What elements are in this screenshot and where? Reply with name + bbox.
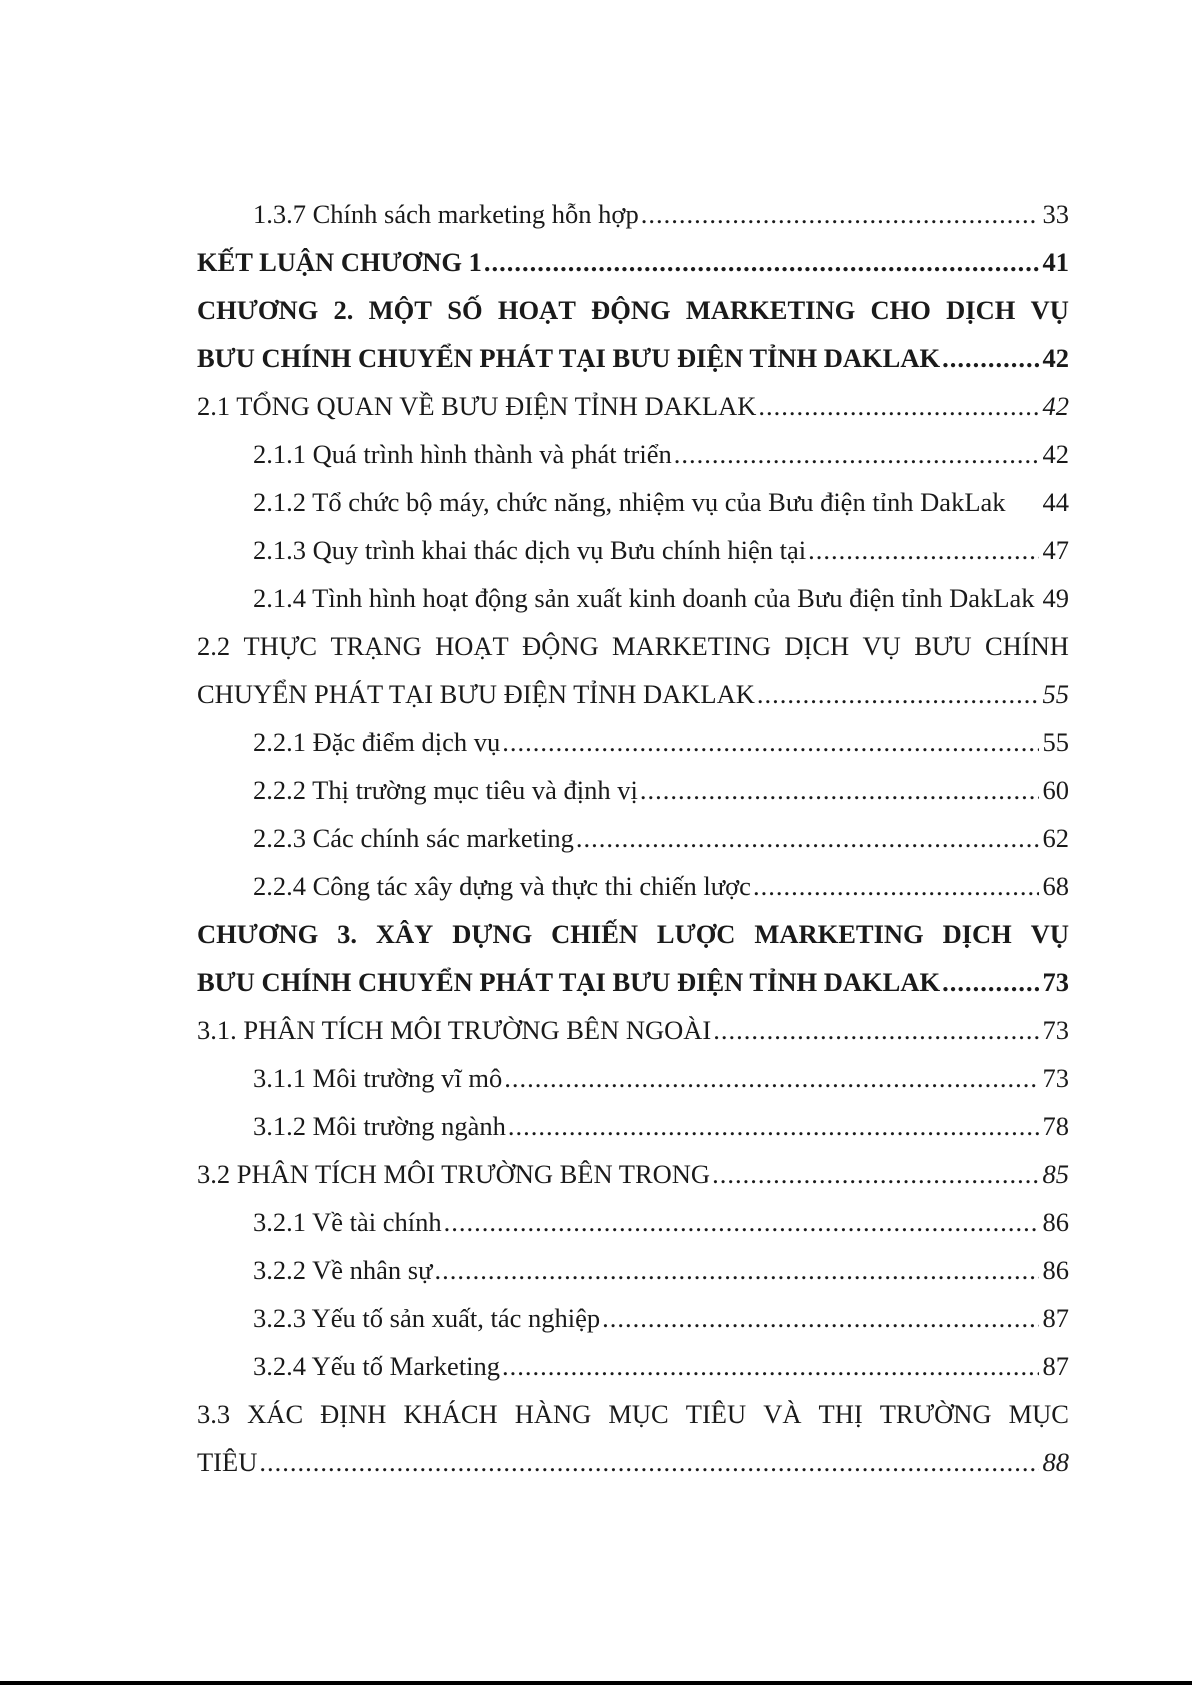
title-word: MỘT [368, 295, 432, 325]
toc-entry-2-1[interactable] [197, 382, 1069, 430]
title-word: MỤC [1008, 1399, 1069, 1429]
title-word: 2.2 [197, 631, 231, 661]
toc-entry-2-2[interactable] [197, 622, 1069, 718]
toc-entry-title-line-1 [197, 1390, 1069, 1438]
dot-leader [576, 814, 1039, 862]
toc-entry-1-3-7[interactable] [197, 190, 1069, 238]
toc-entry-title: 3.2 PHÂN TÍCH MÔI TRƯỜNG BÊN TRONG [197, 1159, 711, 1189]
dot-leader [753, 862, 1039, 910]
toc-entry-title: 3.2.1 Về tài chính [253, 1207, 442, 1237]
toc-entry-title-line-2: CHUYỂN PHÁT TẠI BƯU ĐIỆN TỈNH DAKLAK [197, 679, 755, 709]
dot-leader [757, 670, 1039, 718]
title-word: 3.3 [197, 1399, 231, 1429]
title-word: HÀNG [514, 1399, 592, 1429]
toc-entry-chuong-2[interactable] [197, 286, 1069, 382]
toc-page-number: 55 [1042, 679, 1069, 709]
dot-leader [508, 1102, 1039, 1150]
toc-page-number: 87 [1042, 1351, 1069, 1381]
toc-entry-title: 3.1. PHÂN TÍCH MÔI TRƯỜNG BÊN NGOÀI [197, 1015, 712, 1045]
dot-leader [713, 1006, 1038, 1054]
dot-leader [602, 1294, 1038, 1342]
page-bottom-border [0, 1681, 1192, 1685]
toc-entry-3-3[interactable] [197, 1390, 1069, 1486]
toc-entry-2-1-4[interactable] [197, 574, 1069, 622]
title-word: ĐỘNG [522, 631, 599, 661]
toc-page-number: 68 [1042, 871, 1069, 901]
toc-entry-title: 2.2.1 Đặc điểm dịch vụ [253, 727, 501, 757]
dot-leader [444, 1198, 1039, 1246]
toc-page-number: 62 [1042, 823, 1069, 853]
toc-entry-title: 2.1 TỔNG QUAN VỀ BƯU ĐIỆN TỈNH DAKLAK [197, 391, 757, 421]
toc-entry-2-2-1[interactable] [197, 718, 1069, 766]
dot-leader [674, 430, 1039, 478]
dot-leader [504, 1054, 1038, 1102]
toc-entry-3-2[interactable] [197, 1150, 1069, 1198]
dot-leader [942, 334, 1038, 382]
title-word: DỊCH [784, 631, 850, 661]
title-word: VỤ [862, 631, 901, 661]
toc-page-number: 42 [1042, 391, 1069, 421]
toc-entry-title-line-2: BƯU CHÍNH CHUYỂN PHÁT TẠI BƯU ĐIỆN TỈNH DAKLAK [197, 343, 941, 373]
title-word: CHƯƠNG [197, 295, 319, 325]
title-word: MARKETING [612, 631, 772, 661]
toc-entry-title: 3.1.1 Môi trường vĩ mô [253, 1063, 503, 1093]
title-word: XÂY [375, 919, 434, 949]
title-word: 2. [333, 295, 354, 325]
toc-entry-title: 3.2.2 Về nhân sự [253, 1255, 433, 1285]
toc-page-number: 44 [1042, 487, 1069, 517]
toc-page-number: 87 [1042, 1303, 1069, 1333]
title-word: THỊ [818, 1399, 863, 1429]
title-word: XÁC [247, 1399, 304, 1429]
toc-entry-title: 3.2.3 Yếu tố sản xuất, tác nghiệp [253, 1303, 601, 1333]
toc-entry-title-line-1 [197, 622, 1069, 670]
toc-page-number: 47 [1042, 535, 1069, 565]
title-word: 3. [337, 919, 357, 949]
toc-entry-2-2-4[interactable] [197, 862, 1069, 910]
toc-entry-title: 3.2.4 Yếu tố Marketing [253, 1351, 501, 1381]
toc-page-number: 73 [1042, 1015, 1069, 1045]
toc-page-number: 86 [1042, 1255, 1069, 1285]
toc-entry-2-1-3[interactable] [197, 526, 1069, 574]
toc-entry-3-2-2[interactable] [197, 1246, 1069, 1294]
title-word: THỰC [243, 631, 318, 661]
toc-page-number: 42 [1042, 439, 1069, 469]
dot-leader [502, 1342, 1038, 1390]
toc-entry-title: 2.1.2 Tổ chức bộ máy, chức năng, nhiệm vụ của Bưu điện tỉnh DakLak [253, 487, 1006, 517]
title-word: ĐỊNH [320, 1399, 387, 1429]
toc-entry-3-2-4[interactable] [197, 1342, 1069, 1390]
title-word: VÀ [763, 1399, 802, 1429]
title-word: CHIẾN [551, 919, 639, 949]
toc-entry-2-2-2[interactable] [197, 766, 1069, 814]
title-word: KHÁCH [403, 1399, 498, 1429]
title-word: LƯỢC [656, 919, 736, 949]
toc-entry-title: 2.2.4 Công tác xây dựng và thực thi chiến lược [253, 871, 751, 901]
toc-entry-title: 2.2.2 Thị trường mục tiêu và định vị [253, 775, 638, 805]
dot-leader [808, 526, 1038, 574]
title-word: HOẠT [497, 295, 576, 325]
toc-entry-title: 2.1.1 Quá trình hình thành và phát triển [253, 439, 672, 469]
title-word: VỤ [1030, 919, 1069, 949]
toc-entry-title-line-1 [197, 910, 1069, 958]
dot-leader [712, 1150, 1038, 1198]
title-word: SỐ [447, 295, 483, 325]
toc-entry-title: 3.1.2 Môi trường ngành [253, 1111, 506, 1141]
toc-entry-ket-luan-chuong-1[interactable] [197, 238, 1069, 286]
dot-leader [484, 238, 1039, 286]
title-word: TRƯỜNG [879, 1399, 992, 1429]
table-of-contents [197, 190, 1069, 1486]
toc-entry-chuong-3[interactable] [197, 910, 1069, 1006]
toc-page-number: 78 [1042, 1111, 1069, 1141]
toc-entry-3-1[interactable] [197, 1006, 1069, 1054]
title-word: MỤC [608, 1399, 669, 1429]
dot-leader [434, 1246, 1038, 1294]
toc-page-number: 86 [1042, 1207, 1069, 1237]
toc-entry-3-1-2[interactable] [197, 1102, 1069, 1150]
title-word: CHÍNH [984, 631, 1069, 661]
toc-page-number: 60 [1042, 775, 1069, 805]
dot-leader [641, 190, 1039, 238]
dot-leader [758, 382, 1038, 430]
title-word: VỤ [1030, 295, 1069, 325]
toc-entry-title: 1.3.7 Chính sách marketing hỗn hợp [253, 199, 639, 229]
toc-entry-title-line-2: BƯU CHÍNH CHUYỂN PHÁT TẠI BƯU ĐIỆN TỈNH DAKLAK [197, 967, 941, 997]
toc-entry-title-line-2: TIÊU [197, 1447, 258, 1477]
toc-entry-title: 2.1.3 Quy trình khai thác dịch vụ Bưu chính hiện tại [253, 535, 807, 565]
title-word: MARKETING [754, 919, 924, 949]
toc-page-number: 33 [1042, 199, 1069, 229]
title-word: DỰNG [452, 919, 533, 949]
title-word: HOẠT [435, 631, 509, 661]
toc-page-number: 88 [1042, 1447, 1069, 1477]
title-word: CHƯƠNG [197, 919, 319, 949]
toc-page-number: 73 [1042, 1063, 1069, 1093]
toc-entry-2-1-1[interactable] [197, 430, 1069, 478]
title-word: TIÊU [685, 1399, 747, 1429]
toc-page-number: 73 [1042, 967, 1069, 997]
title-word: BƯU [914, 631, 972, 661]
title-word: MARKETING [685, 295, 856, 325]
toc-page-number: 55 [1042, 727, 1069, 757]
toc-page-number: 49 [1042, 583, 1069, 613]
dot-leader [942, 958, 1038, 1006]
toc-entry-2-1-2[interactable] [197, 478, 1069, 526]
toc-page-number: 42 [1042, 343, 1069, 373]
toc-page-number: 41 [1042, 247, 1069, 277]
toc-entry-2-2-3[interactable] [197, 814, 1069, 862]
toc-entry-title: 2.1.4 Tình hình hoạt động sản xuất kinh doanh của Bưu điện tỉnh DakLak [253, 583, 1035, 613]
toc-entry-title-line-1 [197, 286, 1069, 334]
toc-entry-3-2-1[interactable] [197, 1198, 1069, 1246]
title-word: ĐỘNG [591, 295, 671, 325]
dot-leader [502, 718, 1038, 766]
toc-entry-title: KẾT LUẬN CHƯƠNG 1 [197, 247, 482, 277]
title-word: CHO [870, 295, 931, 325]
dot-leader [259, 1438, 1038, 1486]
title-word: TRẠNG [330, 631, 422, 661]
title-word: DỊCH [942, 919, 1012, 949]
toc-entry-3-2-3[interactable] [197, 1294, 1069, 1342]
title-word: DỊCH [946, 295, 1016, 325]
dot-leader [640, 766, 1039, 814]
toc-page-number: 85 [1042, 1159, 1069, 1189]
toc-entry-title: 2.2.3 Các chính sác marketing [253, 823, 574, 853]
toc-entry-3-1-1[interactable] [197, 1054, 1069, 1102]
